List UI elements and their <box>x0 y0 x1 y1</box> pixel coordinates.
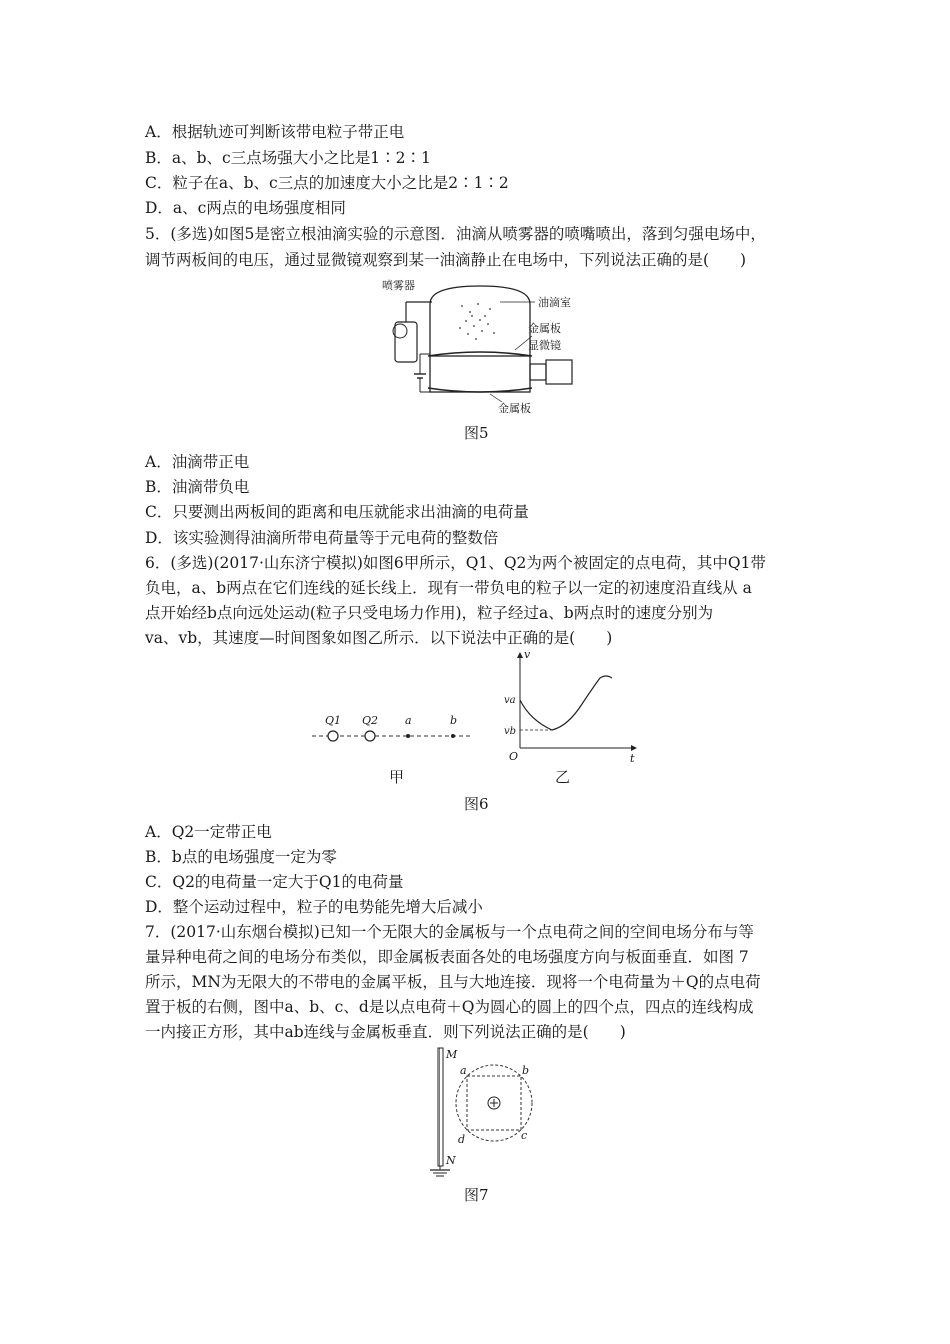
lower-chamber <box>430 356 530 392</box>
figure-5-caption: 图5 <box>464 424 489 442</box>
microscope <box>530 364 546 380</box>
q7-stem-line5: 一内接正方形，其中ab连线与金属板垂直．则下列说法正确的是( ) <box>145 1023 626 1041</box>
q6-option-b: B．b点的电场强度一定为零 <box>145 848 337 866</box>
charge-q1 <box>328 731 338 741</box>
q7-stem-line2: 量异种电荷之间的电场分布类似，即金属板表面各处的电场强度方向与板面垂直．如图 7 <box>145 948 749 966</box>
q5-option-c: C．只要测出两板间的距离和电压就能求出油滴的电荷量 <box>145 503 529 521</box>
label-vb: vb <box>504 726 517 737</box>
q6-stem-line4: va、vb，其速度—时间图象如图乙所示．以下说法中正确的是( ) <box>145 629 613 647</box>
q6-option-d: D．整个运动过程中，粒子的电势能先增大后减小 <box>145 898 483 916</box>
q6-stem-line1: 6．(多选)(2017·山东济宁模拟)如图6甲所示，Q1、Q2为两个被固定的点电荷，其中Q1带 <box>145 554 766 572</box>
q4-option-d: D．a、c两点的电场强度相同 <box>145 199 346 217</box>
oil-droplets <box>459 303 495 340</box>
label-q2: Q2 <box>362 714 379 727</box>
q4-option-a: A．根据轨迹可判断该带电粒子带正电 <box>145 123 405 141</box>
label-b: b <box>450 714 458 727</box>
label-origin: O <box>509 750 519 763</box>
label-va: va <box>504 695 516 706</box>
label-t: t <box>630 752 635 765</box>
label-m: M <box>446 1048 458 1061</box>
label-n: N <box>446 1154 456 1167</box>
oil-chamber-dome <box>430 286 530 304</box>
q5-option-a: A．油滴带正电 <box>145 453 250 471</box>
microscope-label: 显微镜 <box>528 339 561 352</box>
q5-option-d: D．该实验测得油滴所带电荷量等于元电荷的整数倍 <box>145 529 499 547</box>
label-a: a <box>460 1064 467 1077</box>
figure-6-sub-left: 甲 <box>389 768 405 786</box>
q6-option-a: A．Q2一定带正电 <box>145 823 272 841</box>
q7-stem-line4: 置于板的右侧，图中a、b、c、d是以点电荷＋Q为圆心的圆上的四个点，四点的连线构成 <box>145 998 754 1016</box>
q6-stem-line2: 负电，a、b两点在它们连线的延长线上．现有一带负电的粒子以一定的初速度沿直线从 a <box>145 579 752 597</box>
q5-stem-line1: 5．(多选)如图5是密立根油滴实验的示意图．油滴从喷雾器的喷嘴喷出，落到匀强电场中， <box>145 225 766 243</box>
label-q1: Q1 <box>325 714 342 727</box>
q5-stem-line2: 调节两板间的电压，通过显微镜观察到某一油滴静止在电场中，下列说法正确的是( ) <box>145 251 747 269</box>
q6-option-c: C．Q2的电荷量一定大于Q1的电荷量 <box>145 873 404 891</box>
q4-option-b: B．a、b、c三点场强大小之比是1∶2∶1 <box>145 149 431 167</box>
point-b <box>451 734 455 738</box>
figure-6-caption: 图6 <box>464 795 489 813</box>
figure-6-charges-line <box>310 710 480 750</box>
label-v: v <box>524 648 531 661</box>
figure-6-sub-right: 乙 <box>555 768 571 786</box>
label-b: b <box>522 1064 530 1077</box>
q4-option-c: C．粒子在a、b、c三点的加速度大小之比是2∶1∶2 <box>145 174 509 192</box>
label-c: c <box>521 1129 528 1142</box>
metal-plate-mn <box>438 1048 443 1166</box>
q7-stem-line3: 所示，MN为无限大的不带电的金属平板，且与大地连接．现将一个电荷量为＋Q的点电荷 <box>145 973 761 991</box>
figure-7-caption: 图7 <box>464 1186 489 1204</box>
velocity-curve <box>520 676 612 730</box>
figure-7-plate-and-charge <box>418 1044 548 1179</box>
figure-6-velocity-time-graph <box>500 648 650 768</box>
plate-bottom-label: 金属板 <box>498 402 531 415</box>
figure-5-millikan-apparatus <box>370 276 590 416</box>
charge-q2 <box>365 731 375 741</box>
sprayer-label: 喷雾器 <box>382 279 415 292</box>
label-a: a <box>405 714 412 727</box>
label-d: d <box>458 1133 466 1146</box>
q7-stem-line1: 7．(2017·山东烟台模拟)已知一个无限大的金属板与一个点电荷之间的空间电场分布与等 <box>145 923 754 941</box>
q6-stem-line3: 点开始经b点向远处运动(粒子只受电场力作用)，粒子经过a、b两点时的速度分别为 <box>145 604 714 622</box>
chamber-label: 油滴室 <box>538 296 571 309</box>
point-a <box>406 734 410 738</box>
q5-option-b: B．油滴带负电 <box>145 478 250 496</box>
plate-top-label: 金属板 <box>528 322 561 335</box>
